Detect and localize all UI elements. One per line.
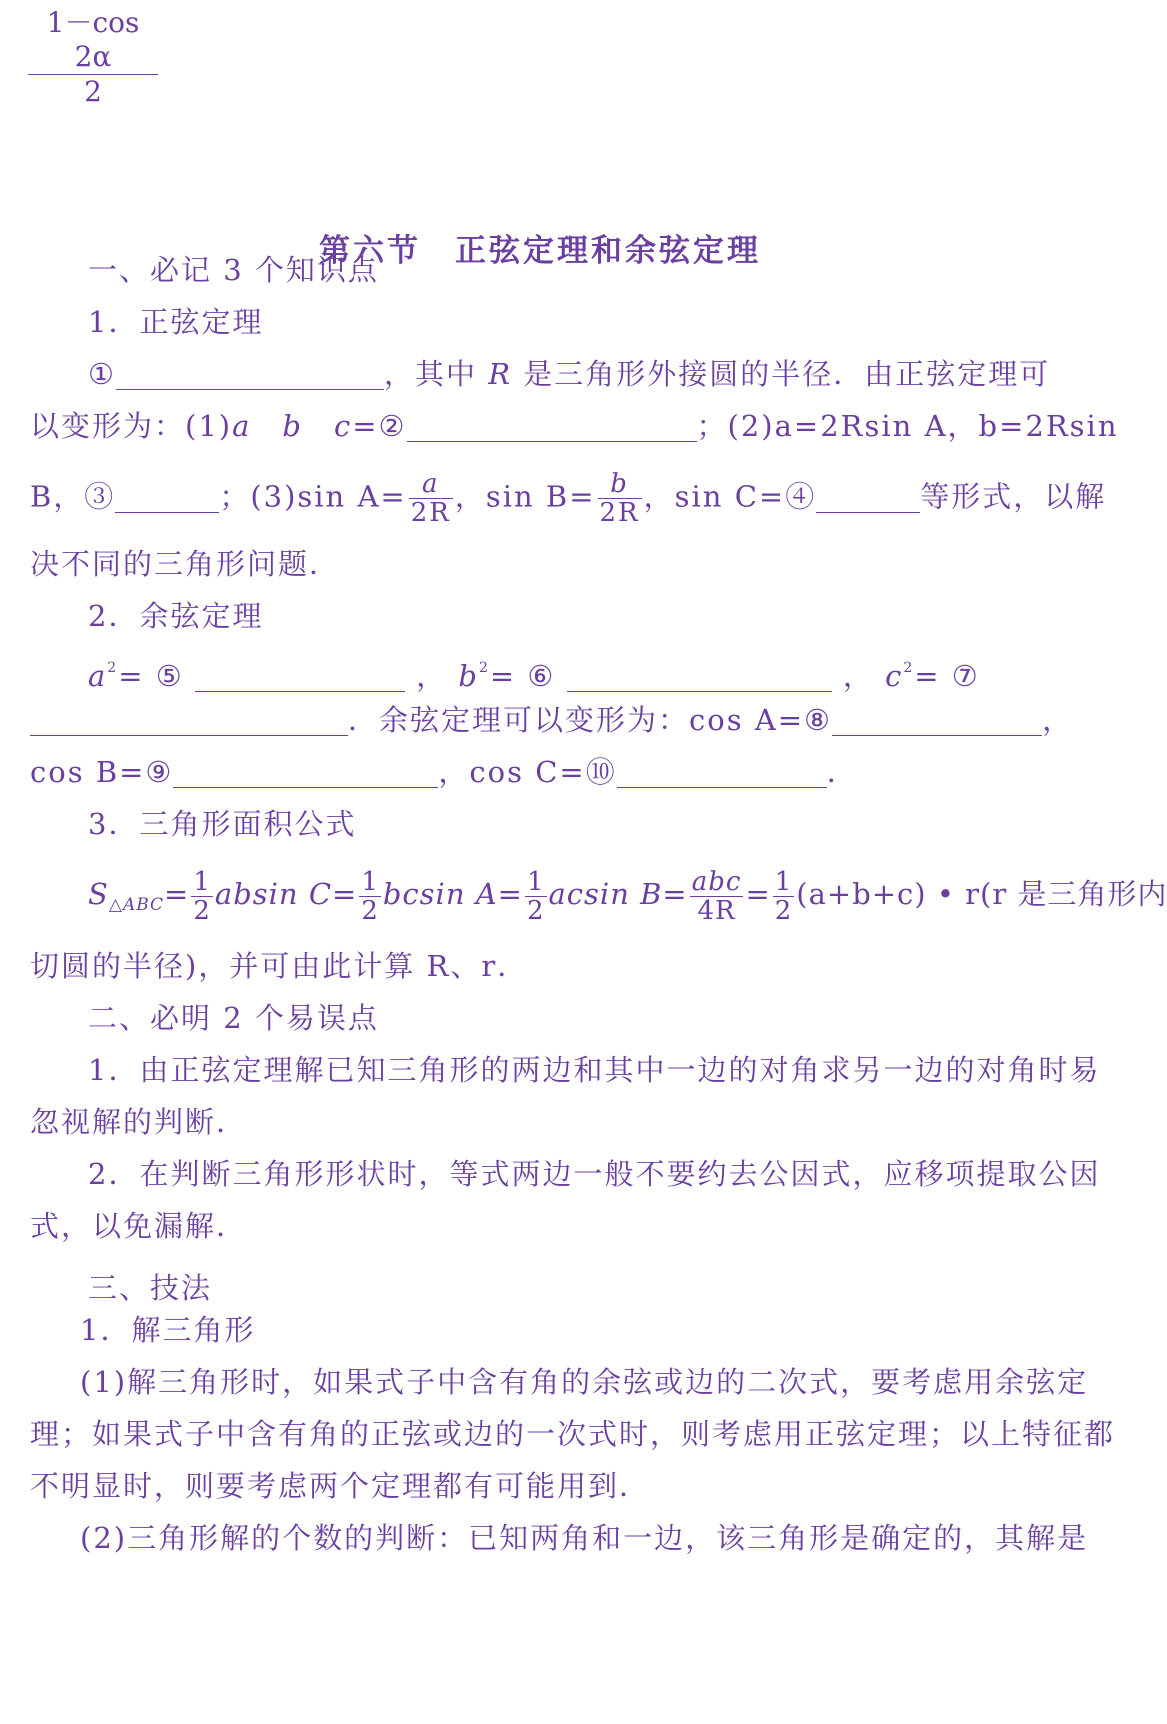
frac-num: b (598, 470, 642, 499)
technique-1-line-2: 理；如果式子中含有角的正弦或边的一次式时，则考虑用正弦定理；以上特征都 (30, 1417, 1116, 1451)
heading-techniques: 三、技法 (88, 1271, 213, 1305)
frac-den: 2 (193, 895, 211, 926)
text: A=⑧ (754, 703, 833, 737)
sine-law-line-3 (30, 470, 1106, 527)
top-fraction-numerator: 1－cos 2α (28, 6, 158, 75)
text: absin C= (214, 877, 358, 911)
blank-10 (617, 757, 827, 788)
text: A= (357, 479, 407, 514)
frac-num: a (409, 470, 453, 499)
area-formula-line-2: 切圆的半径)，并可由此计算 R、r． (30, 949, 529, 983)
text: acsin B= (548, 877, 688, 911)
text: = ⑤ (118, 659, 184, 693)
frac-den: 4R (697, 895, 736, 926)
blank-2 (407, 411, 697, 442)
blank-5 (195, 661, 405, 692)
heading-solve-triangle: 1．解三角形 (80, 1313, 256, 1347)
text: (a+b+c) • r(r 是三角形内 (796, 877, 1167, 911)
heading-area-formula: 3．三角形面积公式 (88, 807, 357, 841)
var-c: c (334, 409, 353, 443)
frac-num: abc (691, 866, 742, 897)
var-a: a (88, 659, 108, 693)
text: B=⑨ (95, 755, 174, 789)
heading-three-points: 一、必记 3 个知识点 (88, 253, 379, 287)
sub: △ABC (108, 895, 165, 915)
text: ，sin (643, 479, 735, 514)
text: 以变形为：(1) (30, 409, 233, 443)
text: 等形式，以解 (920, 479, 1107, 514)
sup: 2 (903, 660, 915, 676)
section-title: 第六节 正弦定理和余弦定理 (319, 233, 761, 269)
var-b: b (282, 409, 303, 443)
area-formula (88, 866, 1167, 933)
frac-den: 2R (599, 498, 640, 528)
var-c: c (885, 659, 904, 693)
blank-6 (567, 661, 832, 692)
text: ，其中 (384, 357, 489, 391)
frac-num: 1 (193, 866, 211, 897)
text: bcsin A= (382, 877, 523, 911)
blank-7 (30, 705, 348, 736)
frac-num: 1 (774, 866, 793, 897)
pitfall-1-line-2: 忽视解的判断． (30, 1105, 248, 1139)
var-S: S (88, 877, 109, 911)
technique-1-line-1: (1)解三角形时，如果式子中含有角的余弦或边的二次式，要考虑用余弦定 (80, 1365, 1089, 1399)
text: ， (1042, 703, 1074, 737)
var-a: a (232, 409, 252, 443)
technique-2-line-1: (2)三角形解的个数的判断：已知两角和一边，该三角形是确定的，其解是 (80, 1521, 1089, 1555)
sup: 2 (107, 660, 119, 676)
fraction-abc-4R (690, 868, 744, 925)
sine-law-line-1 (88, 354, 1050, 394)
pitfall-1-line-1: 1．由正弦定理解已知三角形的两边和其中一边的对角求另一边的对角时易 (88, 1053, 1101, 1087)
text: a=2Rsin A，b=2Rsin (774, 409, 1119, 443)
cosine-law-line-1 (88, 648, 980, 696)
fraction-half (359, 868, 381, 925)
top-fraction-denominator: 2 (84, 75, 102, 108)
text: cos (30, 755, 96, 789)
frac-den: 2 (774, 895, 793, 926)
text: ，cos (438, 755, 536, 789)
fraction-a-2R (409, 470, 453, 527)
text: 是三角形外接圆的半径．由正弦定理可 (512, 357, 1051, 391)
text: ．余弦定理可以变形为：cos (348, 703, 755, 737)
text: = ⑥ (489, 659, 556, 693)
technique-1-line-3: 不明显时，则要考虑两个定理都有可能用到． (30, 1469, 651, 1503)
text: ；(3)sin (219, 479, 358, 514)
heading-cosine-law: 2．余弦定理 (88, 599, 264, 633)
text: B，③ (30, 479, 116, 514)
pitfall-2-line-2: 式，以免漏解． (30, 1209, 248, 1243)
blank-1 (116, 359, 384, 390)
pitfall-2-line-1: 2．在判断三角形形状时，等式两边一般不要约去公因式，应移项提取公因 (88, 1157, 1101, 1191)
circled-1: ① (88, 357, 116, 391)
text: = (164, 877, 190, 911)
text: ， (842, 659, 874, 693)
heading-sine-law: 1．正弦定理 (88, 305, 264, 339)
blank-4 (816, 482, 920, 513)
text: = ⑦ (914, 659, 980, 693)
frac-den: 2R (410, 498, 451, 528)
text: B= (545, 479, 596, 514)
text: ． (826, 755, 858, 789)
cosine-law-line-3 (30, 752, 858, 792)
sup: 2 (478, 660, 490, 676)
frac-den: 2 (526, 895, 545, 926)
text: C=④ (734, 479, 817, 514)
text: C=⑩ (535, 755, 617, 789)
sine-law-line-2 (30, 406, 1119, 446)
heading-pitfalls: 二、必明 2 个易误点 (88, 1001, 379, 1035)
blank-9 (173, 757, 438, 788)
text: =② (352, 409, 407, 443)
frac-den: 2 (361, 895, 379, 926)
fraction-half (525, 868, 547, 925)
text: ；(2) (696, 409, 775, 443)
text: ， (416, 659, 448, 693)
top-fraction (28, 6, 158, 109)
cosine-law-line-2 (30, 700, 1073, 740)
var-b: b (458, 659, 479, 693)
fraction-half (773, 868, 795, 925)
blank-3 (115, 482, 219, 513)
fraction-half (191, 868, 213, 925)
var-R: R (488, 357, 513, 391)
blank-8 (832, 705, 1042, 736)
text: ，sin (454, 479, 546, 514)
text: = (745, 877, 771, 911)
fraction-b-2R (598, 470, 642, 527)
sine-law-line-4: 决不同的三角形问题． (30, 547, 341, 581)
frac-num: 1 (526, 866, 545, 897)
frac-num: 1 (361, 866, 379, 897)
